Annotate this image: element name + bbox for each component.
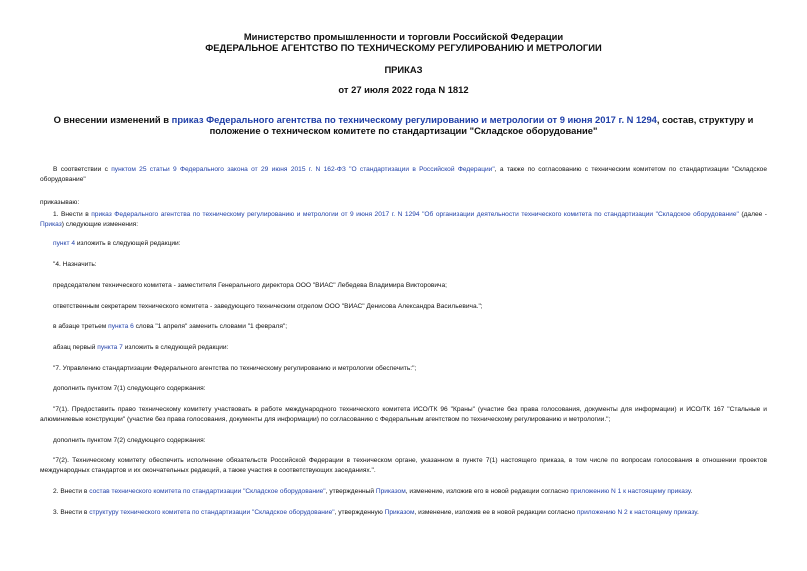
document-type: ПРИКАЗ bbox=[384, 64, 423, 75]
paragraph-preamble bbox=[40, 165, 767, 185]
text: В соответствии с bbox=[53, 166, 112, 173]
text: в абзаце третьем bbox=[53, 323, 109, 330]
order-short-link[interactable]: Приказ bbox=[40, 221, 62, 228]
paragraph-add-7-1: дополнить пунктом 7(1) следующего содержания: bbox=[53, 385, 206, 392]
paragraph-chairman: председателем технического комитета - заместителя Генерального директора ООО "ВИАС" Лебедева Владимира Викторовича; bbox=[53, 282, 447, 289]
point-7-link[interactable]: пункта 7 bbox=[97, 344, 123, 351]
text: , изменение, изложив его в новой редакции согласно bbox=[405, 488, 571, 495]
text: , а также по согласованию с техническим комитетом по стандартизации "Складское оборудование" bbox=[40, 166, 767, 183]
committee-structure-link[interactable]: структуру технического комитета по стандартизации "Складское оборудование" bbox=[89, 509, 335, 516]
title-order-link[interactable]: приказ Федерального агентства по техническому регулированию и метрологии от 9 июня 2017 г. N 1294 bbox=[171, 114, 657, 125]
paragraph-add-7-2: дополнить пунктом 7(2) следующего содержания: bbox=[53, 437, 206, 444]
paragraph-item-3 bbox=[53, 508, 699, 518]
paragraph-item-1 bbox=[40, 210, 767, 230]
text: 3. Внести в bbox=[53, 509, 90, 516]
paragraph-order-word: приказываю: bbox=[40, 199, 80, 206]
document-date-number: от 27 июля 2022 года N 1812 bbox=[338, 84, 469, 95]
text: 1. Внести в bbox=[53, 211, 92, 218]
paragraph-secretary: ответственным секретарем технического комитета - заведующего техническим отделом ООО "ВИАС" Денисова Александра Васильевича."; bbox=[53, 303, 483, 310]
text: слова "1 апреля" заменить словами "1 февраля"; bbox=[133, 323, 288, 330]
text: изложить в следующей редакции: bbox=[75, 240, 181, 247]
agency-name: ФЕДЕРАЛЬНОЕ АГЕНТСТВО ПО ТЕХНИЧЕСКОМУ РЕГУЛИРОВАНИЮ И МЕТРОЛОГИИ bbox=[205, 42, 602, 53]
committee-composition-link[interactable]: состав технического комитета по стандартизации "Складское оборудование" bbox=[89, 488, 326, 495]
document-title bbox=[30, 114, 777, 136]
order-1294-link[interactable]: приказ Федерального агентства по техническому регулированию и метрологии от 9 июня 2017 г. N 1294 "Об организации деятельности технического комитета по стандартизации "Складское оборудование" bbox=[91, 211, 739, 218]
text: , изменение, изложив ее в новой редакции согласно bbox=[414, 509, 577, 516]
paragraph-7-2: "7(2). Техническому комитету обеспечить исполнение обязательств Российской Федерации в техническом органе, указанном в пункте 7(1) настоящего приказа, в том числе по вопросам голосования в отношении проектов международных стандартов и их окончательных редакций, а также участия в соответствующих заседаниях.". bbox=[40, 457, 767, 474]
paragraph-7-1: "7(1). Предоставить право техническому комитету участвовать в работе международного технического комитета ИСО/ТК 96 "Краны" (участие без права голосования, документы для информации) и ИСО/ТК 167 "Стальные и алюминиевые конструкции" (участие без права голосования, документы для информации) по согласованию с Федеральным агентством по техническому регулированию и метрологии."; bbox=[40, 406, 767, 423]
title-text-post: , состав, структуру и положение о техническом комитете по стандартизации "Складское оборудование" bbox=[209, 114, 754, 136]
paragraph-item-2 bbox=[53, 487, 692, 497]
text: . bbox=[696, 509, 699, 516]
text: изложить в следующей редакции: bbox=[122, 344, 229, 351]
paragraph-point-4 bbox=[53, 239, 181, 249]
federal-law-link[interactable]: пунктом 25 статьи 9 Федерального закона от 29 июня 2015 г. N 162-ФЗ "О стандартизации в Российской Федерации" bbox=[111, 166, 495, 173]
paragraph-point-7-text: "7. Управлению стандартизации Федерального агентства по техническому регулированию и метрологии обеспечить:"; bbox=[53, 365, 417, 372]
text: , утвержденную bbox=[334, 509, 385, 516]
text: , утвержденный bbox=[325, 488, 376, 495]
text: абзац первый bbox=[53, 344, 98, 351]
point-4-link[interactable]: пункт 4 bbox=[53, 240, 75, 247]
paragraph-point-7 bbox=[53, 343, 228, 353]
appendix-1-link[interactable]: приложению N 1 к настоящему приказу bbox=[570, 488, 691, 495]
text: 2. Внести в bbox=[53, 488, 90, 495]
paragraph-point-6 bbox=[53, 322, 287, 332]
text: (далее - bbox=[738, 211, 767, 218]
text: ) следующие изменения: bbox=[61, 221, 139, 228]
text: . bbox=[690, 488, 693, 495]
order-link[interactable]: Приказом bbox=[384, 509, 415, 516]
appendix-2-link[interactable]: приложению N 2 к настоящему приказу bbox=[576, 509, 697, 516]
ministry-name: Министерство промышленности и торговли Российской Федерации bbox=[243, 31, 564, 42]
paragraph-appoint: "4. Назначить: bbox=[53, 261, 97, 268]
point-6-link[interactable]: пункта 6 bbox=[108, 323, 134, 330]
order-link[interactable]: Приказом bbox=[375, 488, 406, 495]
title-text-pre: О внесении изменений в bbox=[53, 114, 172, 125]
